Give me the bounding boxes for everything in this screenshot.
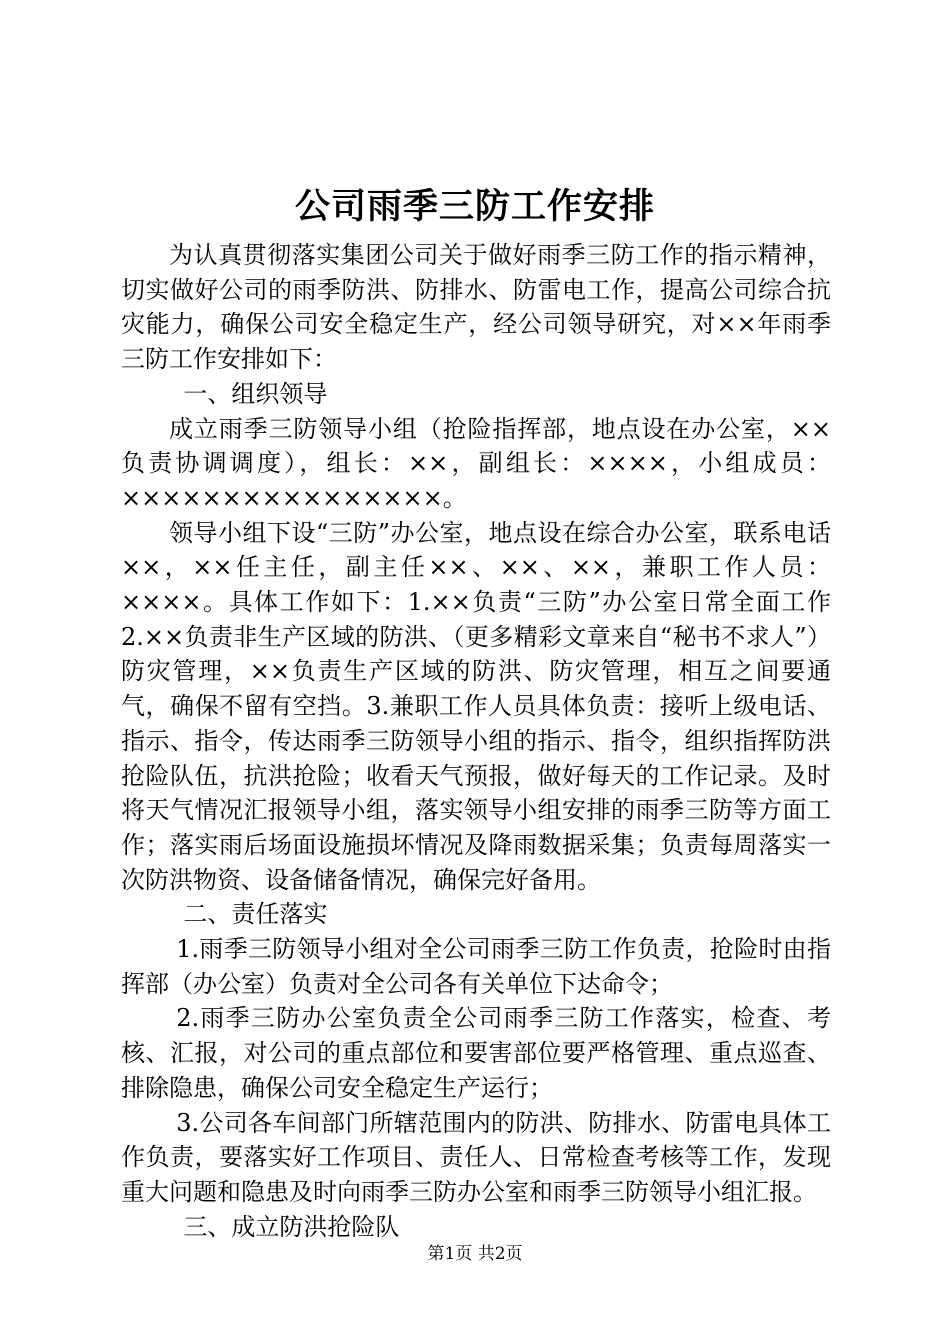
document-body bbox=[121, 238, 831, 1244]
page-footer: 第1页 共2页 bbox=[427, 1244, 523, 1264]
office-duties-paragraph: 领导小组下设“三防”办公室，地点设在综合办公室，联系电话××，××任主任，副主任××、××、××，兼职工作人员：××××。具体工作如下：1.××负责“三防”办公室日常全面工作 2.××负责非生产区域的防洪、（更多精彩文章来自“秘书不求人”）防灾管理，××负责生产区域的防洪、防灾管理，相互之间要通气，确保不留有空挡。3.兼职工作人员具体负责：接听上级电话、指示、指令，传达雨季三防领导小组的指示、指令，组织指挥防洪抢险队伍，抗洪抢险；收看天气预报，做好每天的工作记录。及时将天气情况汇报领导小组，落实领导小组安排的雨季三防等方面工作；落实雨后场面设施损坏情况及降雨数据采集；负责每周落实一次防洪物资、设备储备情况，确保完好备用。 bbox=[121, 518, 831, 894]
section-heading-rescue-team: 三、成立防洪抢险队 bbox=[183, 1212, 400, 1241]
responsibility-item-3: 3.公司各车间部门所辖范围内的防洪、防排水、防雷电具体工作负责，要落实好工作项目、责任人、日常检查考核等工作，发现重大问题和隐患及时向雨季三防办公室和雨季三防领导小组汇报。 bbox=[121, 1108, 831, 1206]
document-title: 公司雨季三防工作安排 bbox=[294, 187, 655, 227]
leadership-group-paragraph: 成立雨季三防领导小组（抢险指挥部，地点设在办公室，××负责协调调度），组长：××，副组长：××××，小组成员：××××××××××××××××。 bbox=[121, 414, 831, 512]
section-heading-organization: 一、组织领导 bbox=[183, 379, 328, 408]
responsibility-item-1: 1.雨季三防领导小组对全公司雨季三防工作负责，抢险时由指挥部（办公室）负责对全公司各有关单位下达命令； bbox=[121, 935, 831, 998]
section-heading-responsibility: 二、责任落实 bbox=[183, 900, 328, 929]
responsibility-item-2: 2.雨季三防办公室负责全公司雨季三防工作落实，检查、考核、汇报，对公司的重点部位和要害部位要严格管理、重点巡查、排除隐患，确保公司安全稳定生产运行； bbox=[121, 1004, 831, 1102]
intro-paragraph: 为认真贯彻落实集团公司关于做好雨季三防工作的指示精神，切实做好公司的雨季防洪、防排水、防雷电工作，提高公司综合抗灾能力，确保公司安全稳定生产，经公司领导研究，对××年雨季三防工作安排如下： bbox=[121, 241, 831, 374]
